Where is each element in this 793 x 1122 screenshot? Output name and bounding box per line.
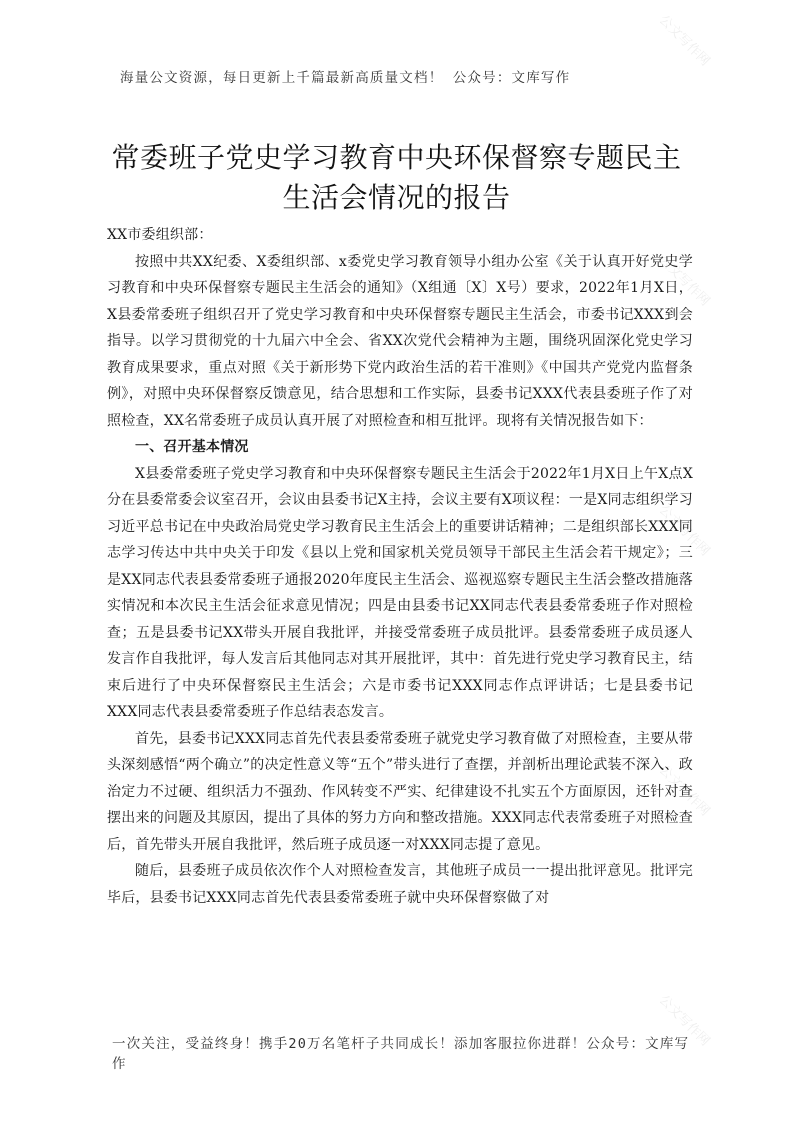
document-title xyxy=(60,138,733,218)
watermark-text: 公文写作网 xyxy=(655,992,713,1050)
watermark-text: 公文写作网 xyxy=(655,252,713,310)
title-line-2: 生活会情况的报告 xyxy=(282,181,511,214)
title-line-1: 常委班子党史学习教育中央环保督察专题民主 xyxy=(111,141,682,174)
salutation: XX市委组织部： xyxy=(107,227,213,243)
document-body xyxy=(107,222,693,911)
watermark-text: 公文写作网 xyxy=(655,762,713,820)
section-heading-1: 一、召开基本情况 xyxy=(135,439,249,455)
watermark-text: 公文写作网 xyxy=(655,12,713,70)
watermark-text: 公文写作网 xyxy=(655,502,713,560)
promo-footer: 一次关注，受益终身！携手20万名笔杆子共同成长！添加客服拉你进群！公众号：文库写作 xyxy=(112,1036,690,1072)
paragraph-meeting-agenda: X县委常委班子党史学习教育和中央环保督察专题民主生活会于2022年1月X日上午X点X分在县委常委会议室召开，会议由县委书记X主持，会议主要有X项议程：一是X同志组织学习习近平总书记在中央政治局党史学习教育民主生活会上的重要讲话精神；二是组织部长XXX同志学习传达中共中央关于印发《县以上党和国家机关党员领导干部民主生活会若干规定》；三是XX同志代表县委常委班子通报2020年度民主生活会、巡视巡察专题民主生活会整改措施落实情况和本次民主生活会征求意见情况；四是由县委书记XX同志代表县委常委班子作对照检查；五是县委书记XX带头开展自我批评，并接受常委班子成员批评。县委常委班子成员逐人发言作自我批评，每人发言后其他同志对其开展批评，其中：首先进行党史学习教育民主，结束后进行了中央环保督察民主生活会；六是市委书记XXX同志作点评讲话；七是县委书记XXX同志代表县委常委班子作总结表态发言。 xyxy=(107,465,693,720)
paragraph-intro: 按照中共XX纪委、X委组织部、x委党史学习教育领导小组办公室《关于认真开好党史学习教育和中央环保督察专题民主生活会的通知》（X组通〔X〕X号）要求，2022年1月X日，X县委常委班子组织召开了党史学习教育和中央环保督察专题民主生活会，市委书记XXX到会指导。以学习贯彻党的十九届六中全会、省XX次党代会精神为主题，围绕巩固深化党史学习教育成果要求，重点对照《关于新形势下党内政治生活的若干准则》《中国共产党党内监督条例》，对照中央环保督察反馈意见，结合思想和工作实际，县委书记XXX代表县委班子作了对照检查，XX名常委班子成员认真开展了对照检查和相互批评。现将有关情况报告如下： xyxy=(107,253,693,429)
paragraph-member-review: 随后，县委班子成员依次作个人对照检查发言，其他班子成员一一提出批评意见。批评完毕后，县委书记XXX同志首先代表县委常委班子就中央环保督察做了对 xyxy=(107,863,693,906)
promo-header: 海量公文资源，每日更新上千篇最新高质量文档！ 公众号：文库写作 xyxy=(120,70,571,86)
paragraph-self-review: 首先，县委书记XXX同志首先代表县委常委班子就党史学习教育做了对照检查，主要从带头深刻感悟“两个确立”的决定性意义等“五个”带头进行了查摆，并剖析出理论武装不深入、政治定力不过硬、组织活力不强劲、作风转变不严实、纪律建设不扎实五个方面原因，还针对查摆出来的问题及其原因，提出了具体的努力方向和整改措施。XXX同志代表常委班子对照检查后，首先带头开展自我批评，然后班子成员逐一对XXX同志提了意见。 xyxy=(107,730,693,853)
